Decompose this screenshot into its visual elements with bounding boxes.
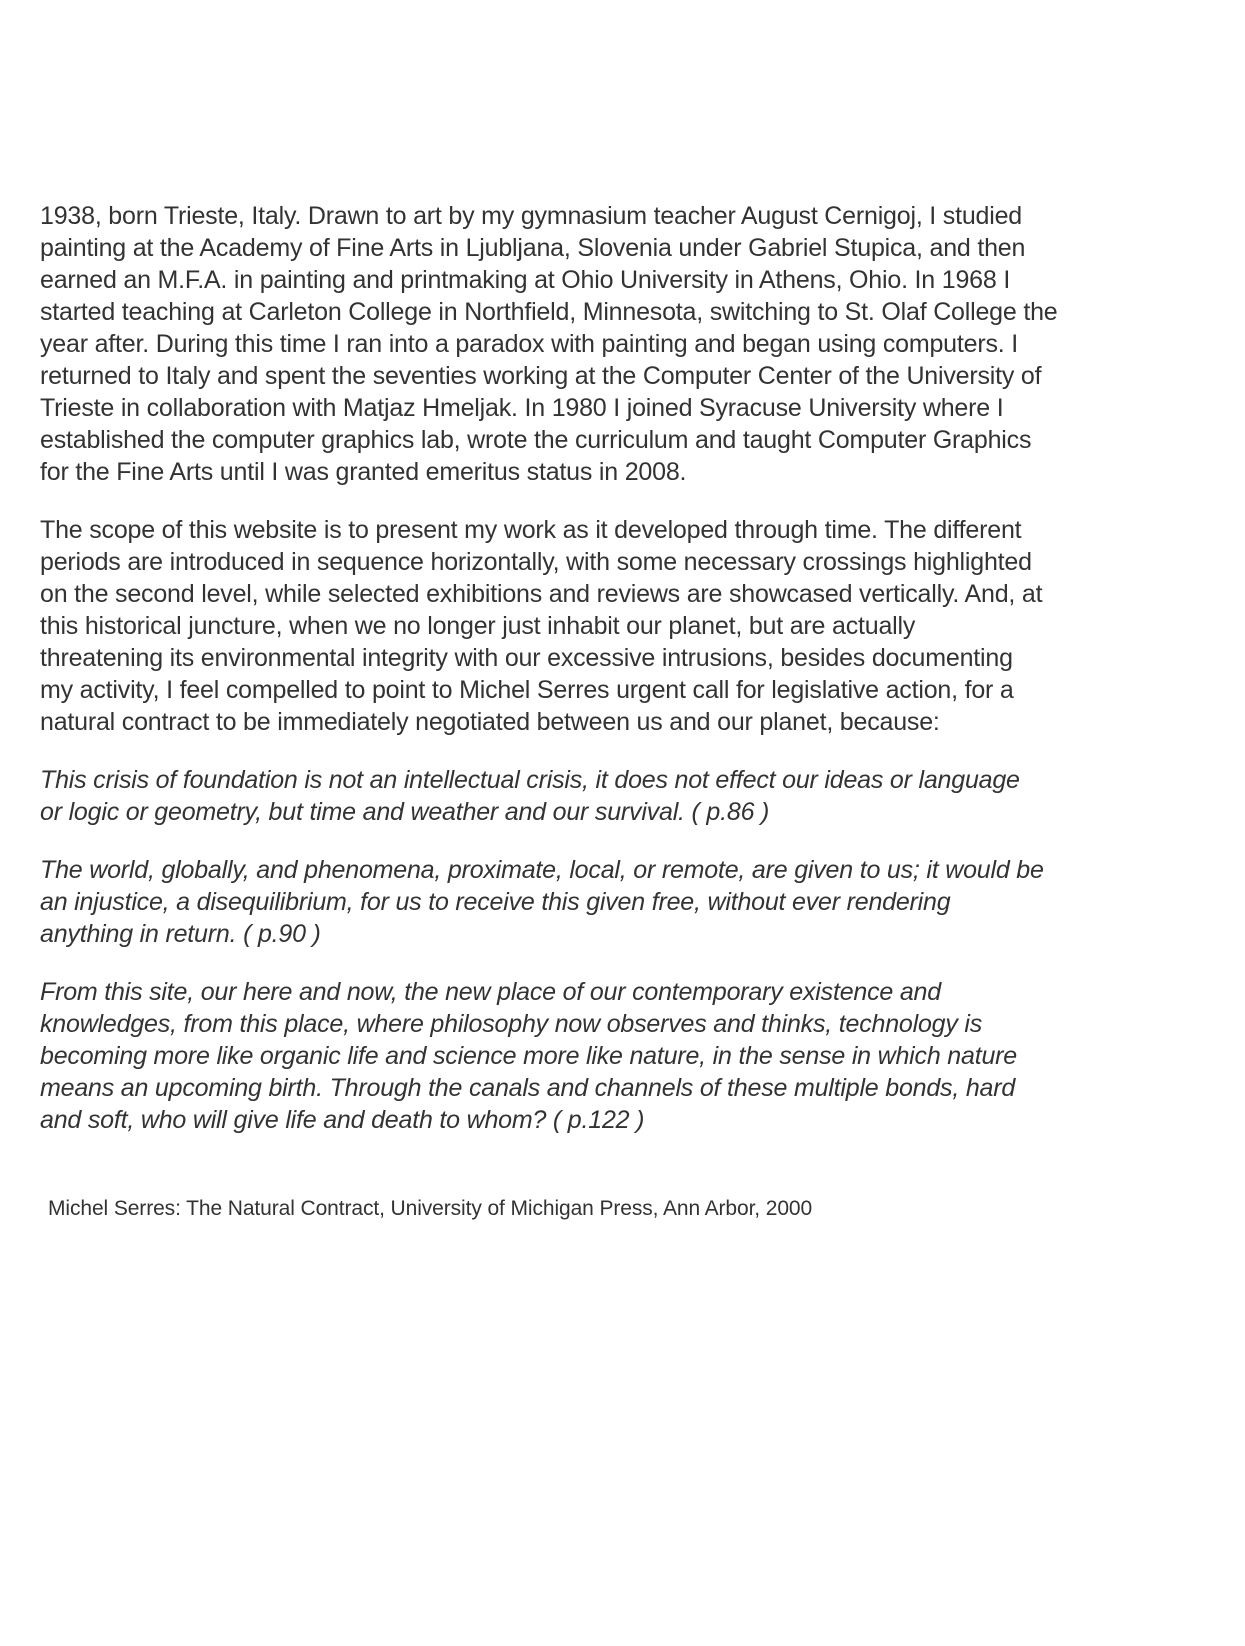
- text-line: anything in return. ( p.90 ): [40, 920, 321, 948]
- text-line: From this site, our here and now, the new place of our contemporary existence and: [40, 978, 941, 1006]
- text-line: painting at the Academy of Fine Arts in Ljubljana, Slovenia under Gabriel Stupica, and then: [40, 234, 1026, 262]
- bio-paragraph: [40, 200, 1215, 488]
- text-line: threatening its environmental integrity with our excessive intrusions, besides documenting: [40, 644, 1013, 672]
- website-scope-paragraph: [40, 514, 1215, 738]
- text-line: my activity, I feel compelled to point to Michel Serres urgent call for legislative action, for a: [40, 676, 1014, 704]
- citation-line: Michel Serres: The Natural Contract, University of Michigan Press, Ann Arbor, 2000: [48, 1197, 813, 1220]
- text-line: becoming more like organic life and science more like nature, in the sense in which nature: [40, 1042, 1017, 1070]
- serres-quote-1: [40, 764, 1215, 828]
- text-line: 1938, born Trieste, Italy. Drawn to art by my gymnasium teacher August Cernigoj, I studied: [40, 202, 1023, 230]
- text-line: knowledges, from this place, where philosophy now observes and thinks, technology is: [40, 1010, 983, 1038]
- text-line: Trieste in collaboration with Matjaz Hmeljak. In 1980 I joined Syracuse University where I: [40, 394, 1004, 422]
- text-line: for the Fine Arts until I was granted emeritus status in 2008.: [40, 458, 687, 486]
- serres-quote-3: [40, 976, 1215, 1136]
- text-line: The scope of this website is to present my work as it developed through time. The different: [40, 516, 1022, 544]
- text-line: year after. During this time I ran into a paradox with painting and began using computers. I: [40, 330, 1018, 358]
- text-line: and soft, who will give life and death to whom? ( p.122 ): [40, 1106, 645, 1134]
- text-line: The world, globally, and phenomena, proximate, local, or remote, are given to us; it would be: [40, 856, 1044, 884]
- serres-quote-2: [40, 854, 1215, 950]
- text-line: periods are introduced in sequence horizontally, with some necessary crossings highlighted: [40, 548, 1032, 576]
- text-line: means an upcoming birth. Through the canals and channels of these multiple bonds, hard: [40, 1074, 1016, 1102]
- text-line: this historical juncture, when we no longer just inhabit our planet, but are actually: [40, 612, 916, 640]
- text-line: natural contract to be immediately negotiated between us and our planet, because:: [40, 708, 940, 736]
- text-line: started teaching at Carleton College in Northfield, Minnesota, switching to St. Olaf College the: [40, 298, 1058, 326]
- text-line: established the computer graphics lab, wrote the curriculum and taught Computer Graphics: [40, 426, 1032, 454]
- page: [40, 200, 1215, 1248]
- text-line: This crisis of foundation is not an intellectual crisis, it does not effect our ideas or language: [40, 766, 1020, 794]
- text-line: earned an M.F.A. in painting and printmaking at Ohio University in Athens, Ohio. In 1968 I: [40, 266, 1011, 294]
- text-line: an injustice, a disequilibrium, for us to receive this given free, without ever rendering: [40, 888, 951, 916]
- text-line: on the second level, while selected exhibitions and reviews are showcased vertically. And, at: [40, 580, 1043, 608]
- text-line: returned to Italy and spent the seventies working at the Computer Center of the University of: [40, 362, 1042, 390]
- text-line: or logic or geometry, but time and weather and our survival. ( p.86 ): [40, 798, 770, 826]
